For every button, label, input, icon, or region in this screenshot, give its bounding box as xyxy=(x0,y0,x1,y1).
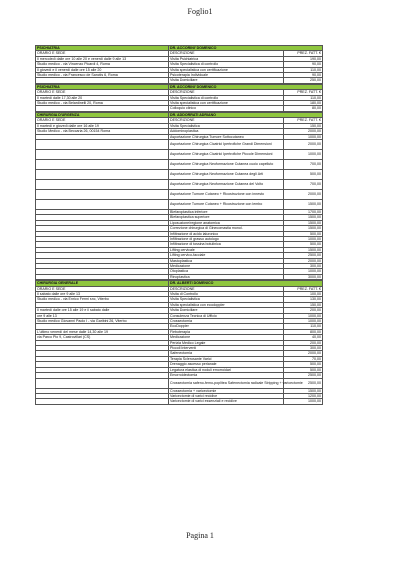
prezzo-cell: 40,00 xyxy=(284,335,323,340)
column-header-orario: ORARIO E SEDE xyxy=(36,90,169,95)
prezzo-cell: 1500,00 xyxy=(284,220,323,225)
orario-sede-cell: Il martedì e giovedì dalle ore 16 alle 19 xyxy=(36,123,169,128)
table-row xyxy=(36,139,323,149)
descrizione-cell: Lifting cervicale xyxy=(169,247,284,252)
orario-sede-cell: Il martedì dalle 17,30 alle 20 xyxy=(36,95,169,100)
prezzo-cell: 500,00 xyxy=(284,231,323,236)
descrizione-cell: Blefaroplastica superiore xyxy=(169,215,284,220)
descrizione-cell: Visita Specialistica xyxy=(169,297,284,302)
column-header-prezzo: PREZ. FATT. € xyxy=(284,90,323,95)
prezzo-cell: 110,00 xyxy=(284,67,323,72)
prezzo-cell: 2000,00 xyxy=(284,129,323,134)
descrizione-cell: Legatura elastica di noduli emorroidari xyxy=(169,367,284,372)
prezzo-cell: 1000,00 xyxy=(284,134,323,139)
descrizione-cell: Liposuzione/regione anatomica xyxy=(169,220,284,225)
descrizione-cell: Fleboterapia xyxy=(169,329,284,334)
column-header-descrizione: DESCRIZIONE xyxy=(169,90,284,95)
prezzo-cell: 70,00 xyxy=(284,356,323,361)
orario-sede-cell xyxy=(36,149,169,159)
descrizione-cell: Lifting cervico-facciale xyxy=(169,253,284,258)
prezzo-cell: 700,00 xyxy=(284,159,323,169)
orario-sede-cell xyxy=(36,274,169,279)
descrizione-cell: Varicectomie di varici recidive xyxy=(169,393,284,398)
orario-sede-cell: Studio medico - via Belardinelli 20, Roma xyxy=(36,101,169,106)
orario-sede-cell xyxy=(36,78,169,83)
prezzo-cell: 1500,00 xyxy=(284,388,323,393)
descrizione-cell: Visita Domiciliare xyxy=(169,78,284,83)
descrizione-cell: Medicazione xyxy=(169,263,284,268)
descrizione-cell: Visita Domiciliare xyxy=(169,308,284,313)
prezzo-cell: 200,00 xyxy=(284,308,323,313)
doctor-name: DR. ADDORRATI ADRIANO xyxy=(169,112,323,117)
orario-sede-cell: Il sabato dalle ore 9 alle 13 xyxy=(36,292,169,297)
column-header-orario: ORARIO E SEDE xyxy=(36,286,169,291)
descrizione-cell: Perizia Medico Legale xyxy=(169,340,284,345)
price-list-sheet xyxy=(35,45,322,405)
table-row xyxy=(36,274,323,279)
specialty-label: PSICHIATRIA xyxy=(36,84,169,89)
descrizione-cell: Addominoplastica xyxy=(169,129,284,134)
descrizione-cell: Visita Specialistica di controllo xyxy=(169,95,284,100)
descrizione-cell: Colloquio clinico xyxy=(169,106,284,111)
orario-sede-cell xyxy=(36,139,169,149)
section-table xyxy=(35,280,323,405)
prezzo-cell: 200,00 xyxy=(284,340,323,345)
specialty-label: PSICHIATRIA xyxy=(36,46,169,51)
orario-sede-cell: L'ultimo venerdì del mese dalle 14,30 alle 19 xyxy=(36,329,169,334)
descrizione-cell: Visita specialistica con ecodoppler xyxy=(169,302,284,307)
orario-sede-cell: Il martedì dalle ore 15 alle 19 e il sabato dalle xyxy=(36,308,169,313)
orario-sede-cell xyxy=(36,169,169,179)
orario-sede-cell: Studio Medico - via Beccaria 26, 00154 Roma xyxy=(36,129,169,134)
descrizione-cell: Asportazione Chirurgica Cicatrici Ipertrofiche Grandi Dimensioni xyxy=(169,139,284,149)
prezzo-cell: 2500,00 xyxy=(284,378,323,388)
orario-sede-cell: via Parco Pio 9, Castrovillari (CS) xyxy=(36,335,169,340)
prezzo-cell: 150,00 xyxy=(284,123,323,128)
descrizione-cell: Infiltrazione di tossina botulinica xyxy=(169,242,284,247)
prezzo-cell: 1500,00 xyxy=(284,215,323,220)
prezzo-cell: 1000,00 xyxy=(284,319,323,324)
prezzo-cell: 110,00 xyxy=(284,95,323,100)
column-header-prezzo: PREZ. FATT. € xyxy=(284,286,323,291)
orario-sede-cell: Studio medico - via Enrico Fermi snc, Viterbo xyxy=(36,297,169,302)
descrizione-cell: Asportazione Chirurgica Neoformazione Cutanea del Volto xyxy=(169,179,284,189)
descrizione-cell: Correzione chirurgica di Ginecomastia monol. xyxy=(169,226,284,231)
orario-sede-cell: ore 9 alle 13 xyxy=(36,313,169,318)
orario-sede-cell xyxy=(36,179,169,189)
descrizione-cell: Rinoplastica xyxy=(169,274,284,279)
prezzo-cell: 1000,00 xyxy=(284,236,323,241)
prezzo-cell: 90,00 xyxy=(284,62,323,67)
specialty-label: CHIRURGIA D'URGENZA xyxy=(36,112,169,117)
prezzo-cell: 2000,00 xyxy=(284,258,323,263)
column-header-orario: ORARIO E SEDE xyxy=(36,118,169,123)
prezzo-cell: 2000,00 xyxy=(284,189,323,199)
prezzo-cell: 1700,00 xyxy=(284,209,323,214)
prezzo-cell: 110,00 xyxy=(284,324,323,329)
descrizione-cell: Terapia Sclerosante Varici xyxy=(169,356,284,361)
prezzo-cell: 1500,00 xyxy=(284,247,323,252)
orario-sede-cell xyxy=(36,399,169,404)
prezzo-cell: 500,00 xyxy=(284,367,323,372)
orario-sede-cell xyxy=(36,189,169,199)
section-table xyxy=(35,45,323,84)
descrizione-cell: Asportazione Chirurgica Neoformazione Cutanea degli Arti xyxy=(169,169,284,179)
descrizione-cell: Otoplastica xyxy=(169,269,284,274)
column-header-descrizione: DESCRIZIONE xyxy=(169,286,284,291)
prezzo-cell: 1000,00 xyxy=(284,269,323,274)
orario-sede-cell: Studio medico Giovanni Paolo I - via Garibini 26, Viterbo xyxy=(36,319,169,324)
doctor-name: DR. ALBERTI DOMENICO xyxy=(169,281,323,286)
table-row xyxy=(36,378,323,388)
orario-sede-cell xyxy=(36,159,169,169)
descrizione-cell: Asportazione Chirurgica Neoformazione Cutanea cuoio capelluto xyxy=(169,159,284,169)
descrizione-cell: Mastoplastica xyxy=(169,258,284,263)
prezzo-cell: 100,00 xyxy=(284,292,323,297)
descrizione-cell: Visita Psichiatrica xyxy=(169,56,284,61)
table-row xyxy=(36,199,323,209)
descrizione-cell: Asportazione Tumore Cutaneo + Ricostruzione con innesto xyxy=(169,189,284,199)
prezzo-cell: 2000,00 xyxy=(284,139,323,149)
section-table xyxy=(35,112,323,280)
table-row xyxy=(36,189,323,199)
orario-sede-cell xyxy=(36,199,169,209)
prezzo-cell: 190,00 xyxy=(284,56,323,61)
orario-sede-cell xyxy=(36,378,169,388)
table-row xyxy=(36,78,323,83)
descrizione-cell: Visita specialistica con certificazione xyxy=(169,67,284,72)
prezzo-cell: 2500,00 xyxy=(284,373,323,378)
column-header-descrizione: DESCRIZIONE xyxy=(169,51,284,56)
page-footer: Pagina 1 xyxy=(186,531,214,540)
descrizione-cell: Crossectomia safeno-femo-poplitea Safenectomia radicale Stripping + varicectomie xyxy=(169,378,284,388)
descrizione-cell: Infiltrazione di grasso autologo xyxy=(169,236,284,241)
descrizione-cell: Visita Specialistica xyxy=(169,123,284,128)
descrizione-cell: Asportazione Chirurgica Tumore Sottocutaneo xyxy=(169,134,284,139)
orario-sede-cell: Studio medico - via Francesco de Sanctis 6, Roma xyxy=(36,73,169,78)
specialty-label: CHIRURGIA GENERALE xyxy=(36,281,169,286)
table-row xyxy=(36,149,323,159)
column-header-descrizione: DESCRIZIONE xyxy=(169,118,284,123)
section-table xyxy=(35,84,323,112)
descrizione-cell: Crossectomia + varicectomie xyxy=(169,388,284,393)
prezzo-cell: 2000,00 xyxy=(284,351,323,356)
table-row xyxy=(36,159,323,169)
column-header-prezzo: PREZ. FATT. € xyxy=(284,118,323,123)
prezzo-cell: 1500,00 xyxy=(284,199,323,209)
prezzo-cell: 3000,00 xyxy=(284,274,323,279)
prezzo-cell: 1200,00 xyxy=(284,393,323,398)
descrizione-cell: Blefaroplastica inferiore xyxy=(169,209,284,214)
descrizione-cell: Varicectomie di varici essenziali e recidive xyxy=(169,399,284,404)
prezzo-cell: 90,00 xyxy=(284,73,323,78)
table-row xyxy=(36,399,323,404)
table-row xyxy=(36,169,323,179)
descrizione-cell: EcoDoppler xyxy=(169,324,284,329)
column-header-orario: ORARIO E SEDE xyxy=(36,51,169,56)
prezzo-cell: 2500,00 xyxy=(284,253,323,258)
doctor-name: DR. ACCORINI' DOMENICO xyxy=(169,46,323,51)
orario-sede-cell: Il mercoledì dalle ore 10 alle 20 e venerdì dalle 9 alle 13 xyxy=(36,56,169,61)
prezzo-cell: 500,00 xyxy=(284,169,323,179)
prezzo-cell: 500,00 xyxy=(284,242,323,247)
prezzo-cell: 1000,00 xyxy=(284,313,323,318)
descrizione-cell: Asportazione Tumore Cutaneo + Ricostruzione con lembo xyxy=(169,199,284,209)
prezzo-cell: 700,00 xyxy=(284,179,323,189)
table-row xyxy=(36,179,323,189)
table-row xyxy=(36,106,323,111)
prezzo-cell: 150,00 xyxy=(284,302,323,307)
descrizione-cell: Piccoli Interventi xyxy=(169,346,284,351)
prezzo-cell: 1500,00 xyxy=(284,226,323,231)
prezzo-cell: 300,00 xyxy=(284,263,323,268)
descrizione-cell: Safenectomia xyxy=(169,351,284,356)
prezzo-cell: 800,00 xyxy=(284,329,323,334)
descrizione-cell: Visita specialistica con certificazione xyxy=(169,101,284,106)
descrizione-cell: Crossectomia xyxy=(169,319,284,324)
page-header: Foglio1 xyxy=(187,7,213,16)
descrizione-cell: Infiltrazione di acido ialuronico xyxy=(169,231,284,236)
prezzo-cell: 250,00 xyxy=(284,78,323,83)
descrizione-cell: Visita Specialistica di controllo xyxy=(169,62,284,67)
descrizione-cell: Medicazione xyxy=(169,335,284,340)
descrizione-cell: Drenaggio ascesso perianale xyxy=(169,362,284,367)
orario-sede-cell: Il giovedì e il venerdì dalle ore 15 alle 20 xyxy=(36,67,169,72)
doctor-name: DR. ACCORINI' DOMENICO xyxy=(169,84,323,89)
prezzo-cell: 80,00 xyxy=(284,106,323,111)
descrizione-cell: Consulenza Tecnica di Ufficio xyxy=(169,313,284,318)
prezzo-cell: 130,00 xyxy=(284,297,323,302)
prezzo-cell: 500,00 xyxy=(284,362,323,367)
descrizione-cell: Visita di Controllo xyxy=(169,292,284,297)
descrizione-cell: Asportazione Chirurgica Cicatrici Ipertrofiche Piccole Dimensioni xyxy=(169,149,284,159)
orario-sede-cell xyxy=(36,106,169,111)
prezzo-cell: 300,00 xyxy=(284,346,323,351)
column-header-prezzo: PREZ. FATT. € xyxy=(284,51,323,56)
prezzo-cell: 1000,00 xyxy=(284,149,323,159)
prezzo-cell: 180,00 xyxy=(284,101,323,106)
descrizione-cell: Emorroidectomia xyxy=(169,373,284,378)
orario-sede-cell: Studio medico - via Vincenzo Picardi 4, Roma xyxy=(36,62,169,67)
descrizione-cell: Psicoterapia Individuale xyxy=(169,73,284,78)
prezzo-cell: 1000,00 xyxy=(284,399,323,404)
